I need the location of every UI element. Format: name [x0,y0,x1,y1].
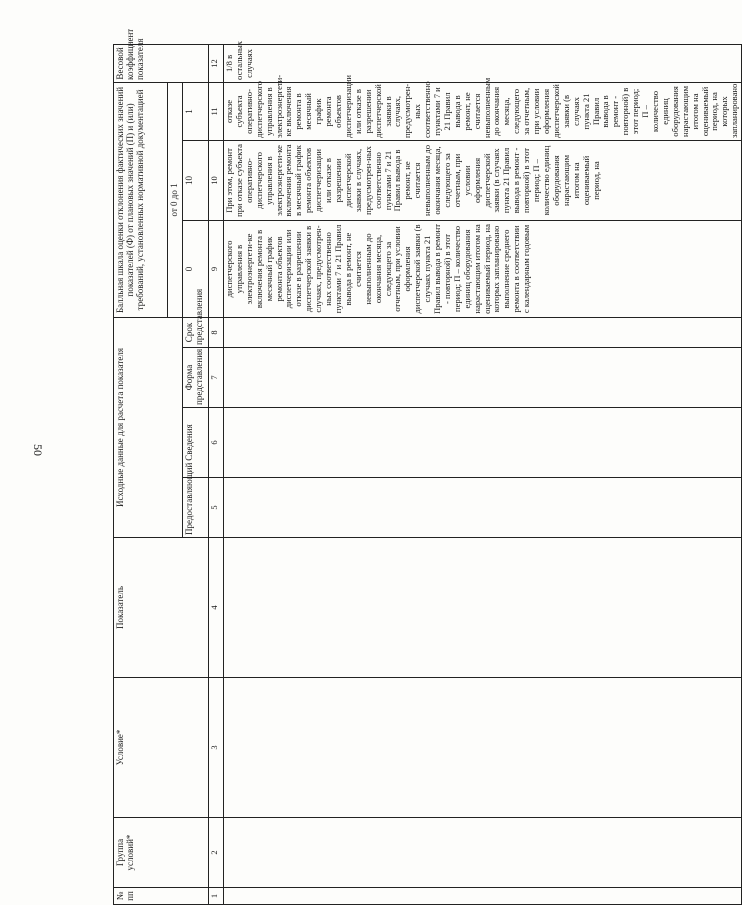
column-number: 6 [209,408,224,478]
header-condition: Условие* [114,678,209,818]
column-number: 4 [209,538,224,678]
rotated-table-container [113,28,740,905]
column-number: 5 [209,478,224,538]
header-number: № пп [114,888,209,905]
header-weight-coefficient: Весовой коэффициент показателя [114,44,209,82]
column-number: 12 [209,44,224,82]
header-score-0: 0 [183,220,209,317]
table-row [224,44,742,904]
header-source-data: Исходные данные для расчета показателя [114,317,183,537]
cell-condition-group [224,818,742,888]
cell-score-10: При этом, ремонт при отказе субъекта оперативно-диспетчерского управления в электроэнергети-ке включения ремонта в месячный график ремонта объектов диспетчеризации или отказе в разрешении диспетчерской заявки в случаях, предусмотрен-ных соответственно пунктами 7 и 21 Правил вывода в ремонт, не считается невыполненным до окончания месяца, следующего за отчетным, при условии оформления диспетчерской заявки (в случаях пункта 21 Правил вывода в ремонт - повторной) в этот период; П – количество единиц оборудования нарастающим итогом на оцениваемый период, на [224,140,742,220]
column-number: 7 [209,348,224,408]
header-score-range: от 0 до 1 [168,82,183,317]
cell-indicator [224,538,742,678]
assessment-table [113,28,742,905]
cell-score-1: отказе субъекта оперативно-диспетчерского управления в электроэнергети-ке включения ремонта в месячный график ремонта объектов диспетчеризации или отказе в разрешении диспетчерской заявки в случаях, предусмотрен-ных соответственно пунктами 7 и 21 Правил вывода в ремонт, не считается невыполненным до окончания месяца, следующего за отчетным, при условии оформления диспетчерской заявки (в случаях пункта 21 Правил вывода в ремонт - повторной) в этот период; П – количество единиц оборудования нарастающим итогом на оцениваемый период, на которых запланировано [224,82,742,140]
header-score-10: 10 [183,140,209,220]
column-number: 9 [209,220,224,317]
column-number: 1 [209,888,224,905]
column-number: 2 [209,818,224,888]
header-deadline: Срок представления [183,317,209,347]
column-number: 11 [209,82,224,140]
header-form: Форма представления [183,348,209,408]
cell-condition [224,678,742,818]
cell-provider [224,478,742,538]
cell-score-0: диспетчерского управления в электроэнергети-ке включения ремонта в месячный график ремонта объектов диспетчеризации или отказе в разрешении диспетчерской заявки в случаях, предусмотрен-ных соответственно пунктами 7 и 21 Правил вывода в ремонт, не считается невыполненным до окончания месяца, следующего за отчетным, при условии оформления диспетчерской заявки (в случаях пункта 21 Правил вывода в ремонт - повторной) в этот период; П – количество единиц оборудования нарастающим итогом на оцениваемый период, на которых запланировано выполнение среднего ремонта в соответствии с календарным годовым [224,220,742,317]
cell-information [224,408,742,478]
header-condition-group: Группа условий* [114,818,209,888]
header-information: Сведения [183,408,209,478]
header-indicator: Показатель [114,538,209,678]
column-number: 10 [209,140,224,220]
cell-weight-coefficient: 1/8 в остальных случаях [224,44,742,82]
header-score-1: 1 [183,82,209,140]
header-score-scale: Балльная шкала оценки отклонения фактических значений показателей (Ф) от плановых значений (П) и (или) требований, установленных нормативной документацией [114,82,168,317]
header-provider: Предоставляющий [183,478,209,538]
column-number: 3 [209,678,224,818]
page-number: 50 [31,444,45,456]
cell-form [224,348,742,408]
column-number: 8 [209,317,224,347]
cell-deadline [224,317,742,347]
cell-number [224,888,742,905]
